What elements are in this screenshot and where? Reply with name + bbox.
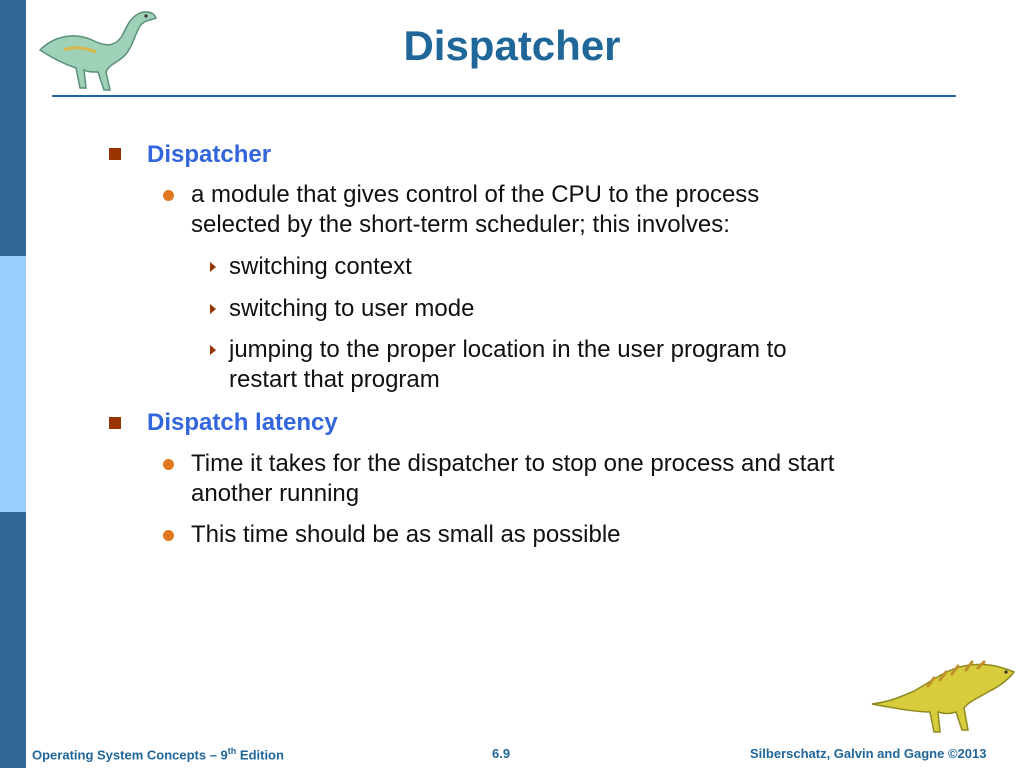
footer-page-number: 6.9: [492, 746, 511, 761]
bullet-dispatcher: Dispatcher: [147, 141, 272, 168]
item-jumping-location: jumping to the proper location in the user program to restart that program: [229, 336, 787, 393]
round-bullet-icon: [163, 190, 174, 201]
square-bullet-icon: [109, 417, 121, 429]
footer-book-suffix: Edition: [236, 747, 284, 763]
sub-bullet-module: a module that gives control of the CPU to the process selected by the short-term scheduler; this involves:: [191, 181, 760, 238]
footer-copyright: Silberschatz, Galvin and Gagne ©2013: [750, 746, 987, 761]
slide-title: Dispatcher: [403, 22, 621, 69]
arrow-bullet-icon: [210, 262, 216, 272]
footer-book-prefix: Operating System Concepts – 9: [32, 747, 228, 763]
dinosaur-icon: [868, 658, 1018, 736]
sub-bullet-small-time: This time should be as small as possible: [191, 521, 621, 548]
square-bullet-icon: [109, 148, 121, 160]
footer-book-title: [32, 746, 284, 762]
arrow-bullet-icon: [210, 304, 216, 314]
item-switching-context: switching context: [229, 253, 412, 280]
title-divider: [52, 95, 956, 97]
arrow-bullet-icon: [210, 345, 216, 355]
round-bullet-icon: [163, 530, 174, 541]
footer-book-sup: th: [227, 746, 237, 756]
sidebar-dark-bottom: [0, 512, 26, 768]
sub-bullet-latency-definition: Time it takes for the dispatcher to stop one process and start another running: [191, 450, 835, 507]
sidebar-light-middle: [0, 256, 26, 512]
item-switching-user-mode: switching to user mode: [229, 295, 475, 322]
bullet-dispatch-latency: Dispatch latency: [147, 409, 338, 436]
round-bullet-icon: [163, 459, 174, 470]
